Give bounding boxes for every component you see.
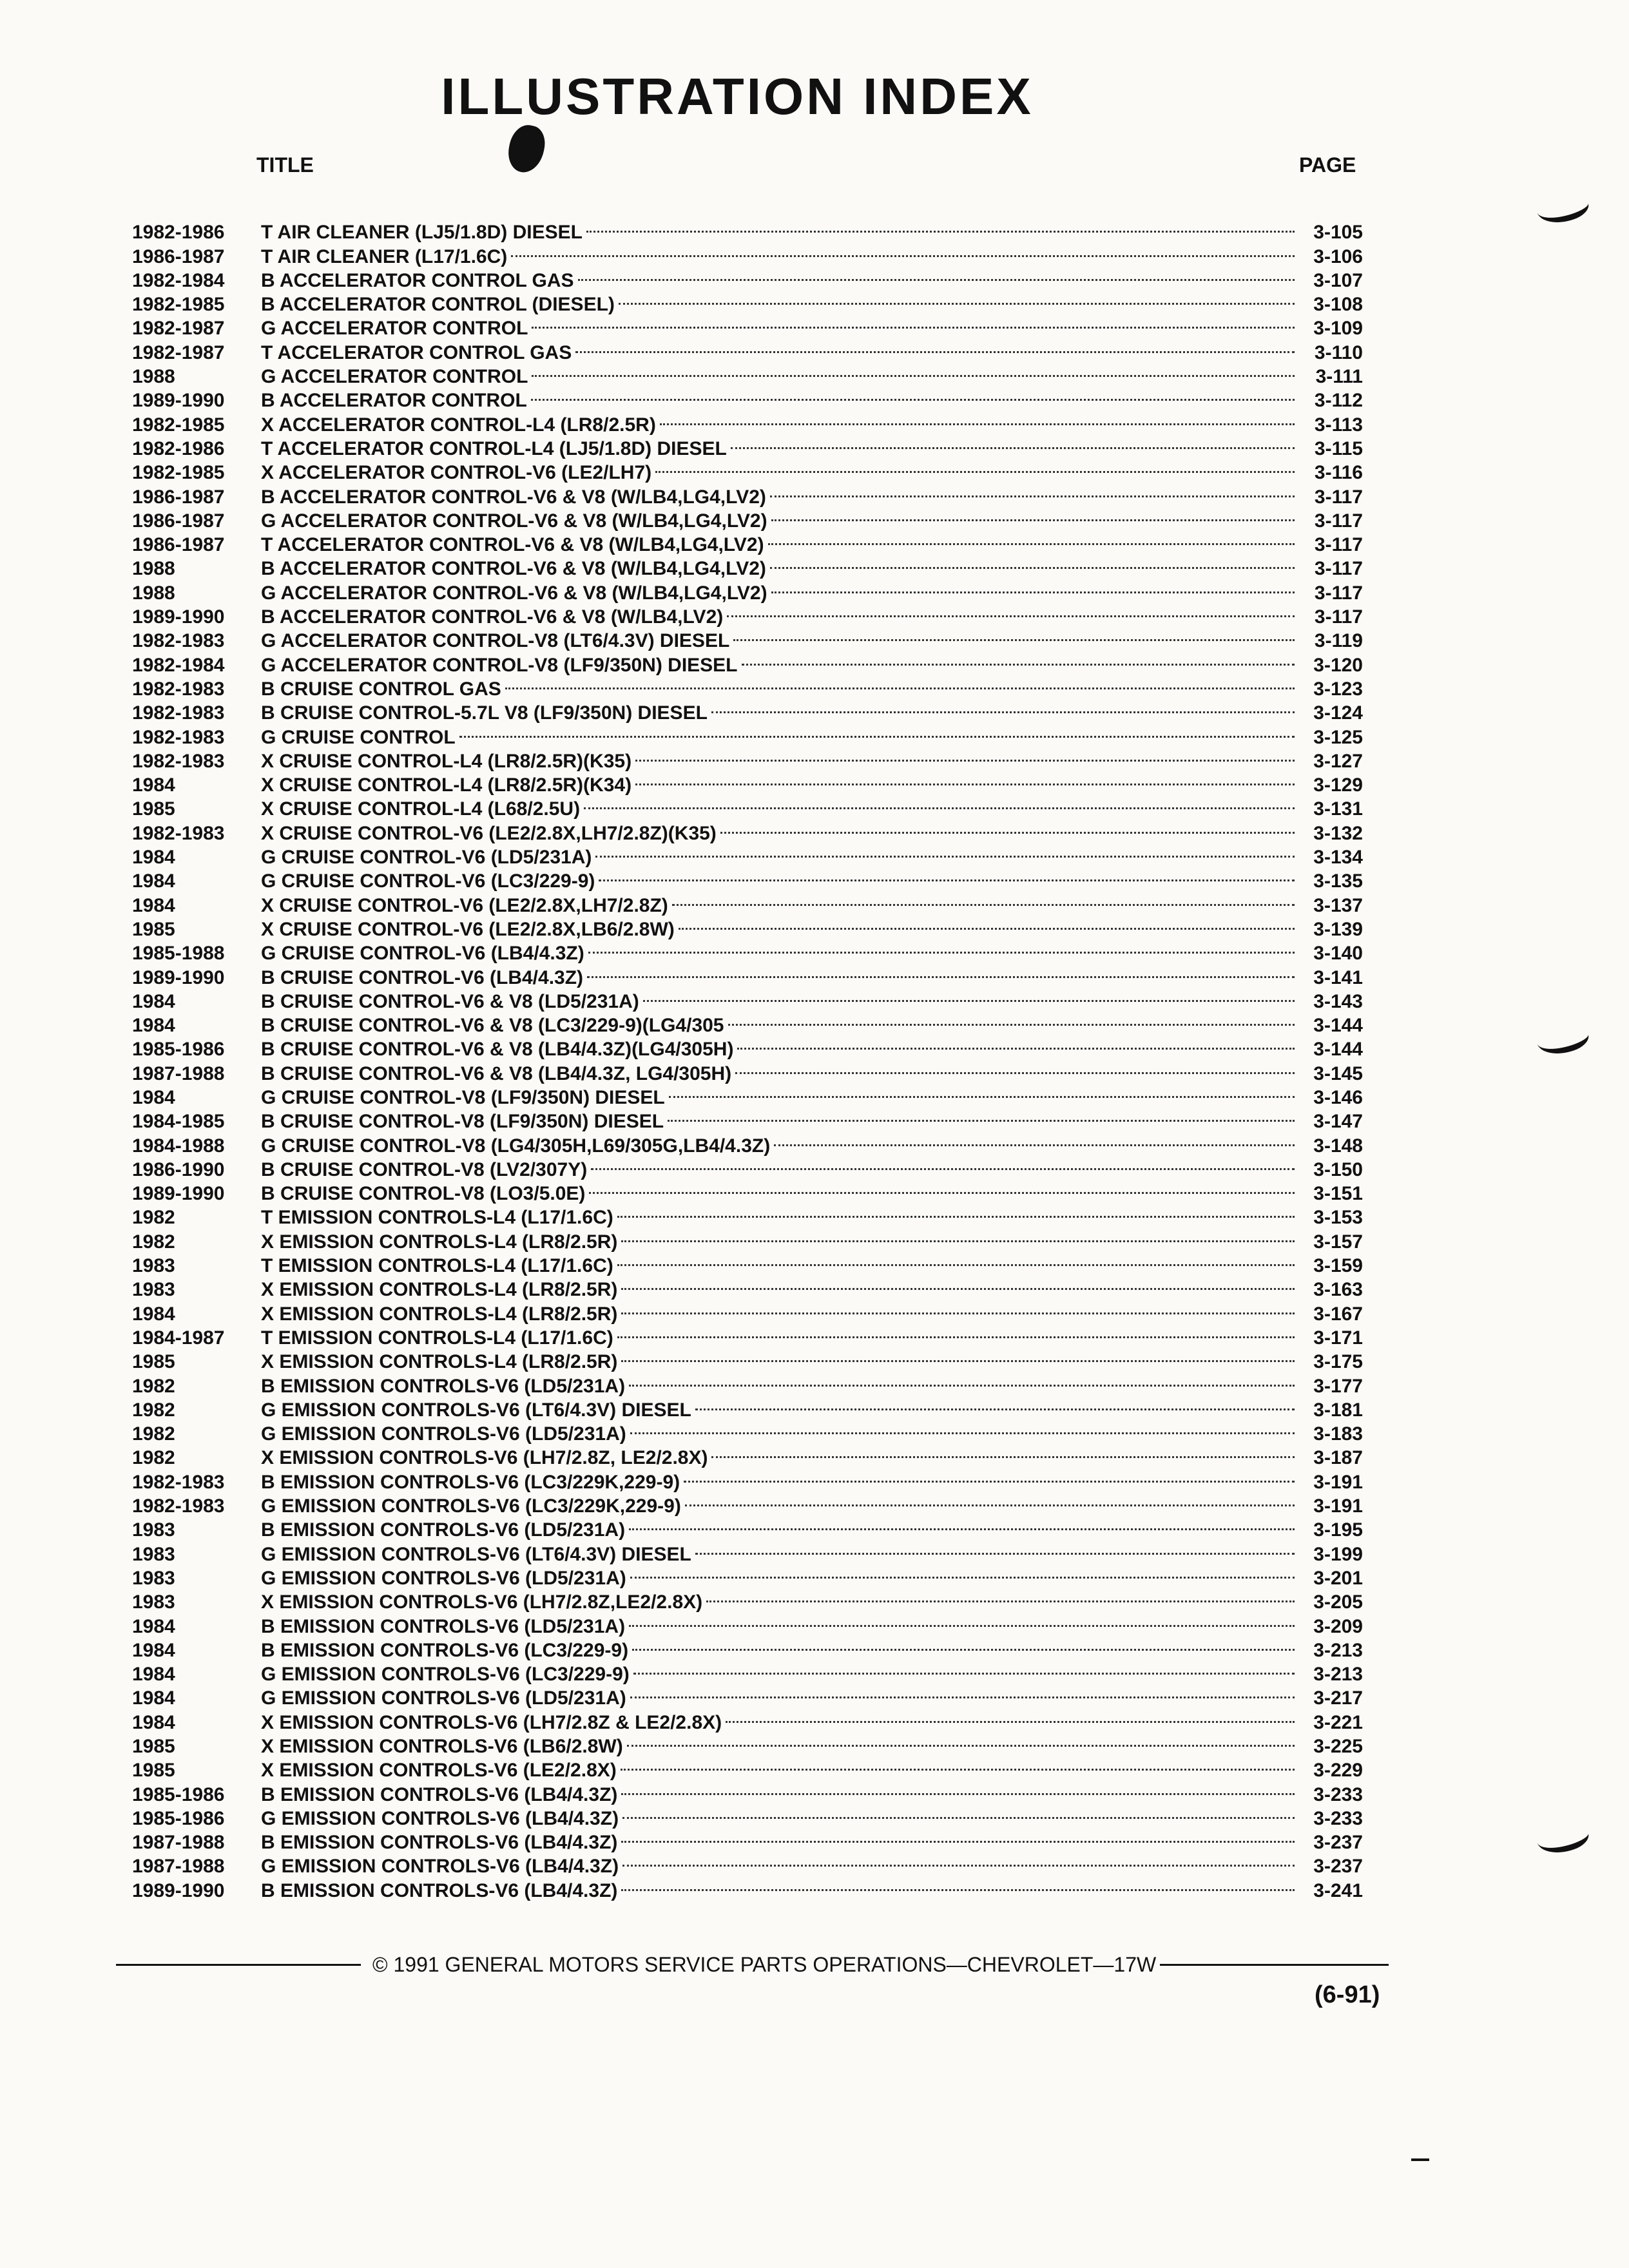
- entry-title: G CRUISE CONTROL-V8 (LG4/305H,L69/305G,LB4/4.3Z): [261, 1135, 771, 1157]
- entry-page: 3-191: [1313, 1495, 1363, 1517]
- entry-title: X CRUISE CONTROL-V6 (LE2/2.8X,LH7/2.8Z)(K35): [261, 822, 717, 844]
- entry-years: 1984: [132, 1639, 175, 1661]
- dot-leader: [595, 840, 1295, 863]
- dot-leader: [621, 1272, 1295, 1296]
- dot-leader: [633, 1657, 1295, 1680]
- dot-leader: [587, 959, 1295, 983]
- entry-years: 1984: [132, 1303, 175, 1325]
- dot-leader: [629, 1512, 1295, 1536]
- ink-blot: [505, 122, 548, 176]
- entry-page: 3-221: [1313, 1711, 1363, 1733]
- entry-page: 3-112: [1314, 390, 1363, 412]
- entry-page: 3-124: [1313, 702, 1363, 724]
- entry-title: X EMISSION CONTROLS-V6 (LH7/2.8Z,LE2/2.8X): [261, 1591, 703, 1613]
- dot-leader: [669, 1080, 1295, 1104]
- dot-leader: [621, 1825, 1295, 1849]
- entry-page: 3-113: [1314, 414, 1363, 436]
- entry-title: G EMISSION CONTROLS-V6 (LT6/4.3V) DIESEL: [261, 1399, 691, 1421]
- dot-leader: [630, 1561, 1295, 1584]
- dot-leader: [632, 1633, 1295, 1657]
- entry-title: X CRUISE CONTROL-L4 (LR8/2.5R)(K35): [261, 750, 632, 772]
- entry-page: 3-123: [1313, 678, 1363, 700]
- dot-leader: [635, 767, 1295, 791]
- entry-title: G EMISSION CONTROLS-V6 (LD5/231A): [261, 1687, 626, 1709]
- entry-page: 3-177: [1313, 1375, 1363, 1397]
- entry-title: G CRUISE CONTROL-V6 (LD5/231A): [261, 847, 592, 869]
- entry-title: T AIR CLEANER (LJ5/1.8D) DIESEL: [261, 222, 583, 244]
- dot-leader: [695, 1392, 1295, 1416]
- entry-title: B ACCELERATOR CONTROL-V6 & V8 (W/LB4,LG4,LV2): [261, 558, 766, 580]
- entry-page: 3-146: [1313, 1086, 1363, 1108]
- entry-page: 3-108: [1313, 294, 1363, 316]
- dot-leader: [737, 1032, 1295, 1055]
- entry-years: 1989-1990: [132, 966, 225, 988]
- dot-leader: [679, 912, 1295, 936]
- index-entry: [132, 215, 1363, 244]
- entry-page: 3-209: [1313, 1615, 1363, 1637]
- entry-years: 1982: [132, 1399, 175, 1421]
- entry-page: 3-141: [1313, 966, 1363, 988]
- entry-years: 1982-1984: [132, 269, 225, 291]
- dot-leader: [672, 887, 1295, 911]
- entry-page: 3-199: [1313, 1543, 1363, 1565]
- entry-years: 1984: [132, 1086, 175, 1108]
- entry-title: X ACCELERATOR CONTROL-L4 (LR8/2.5R): [261, 414, 656, 436]
- entry-years: 1984-1987: [132, 1327, 225, 1349]
- entry-title: X EMISSION CONTROLS-L4 (LR8/2.5R): [261, 1351, 618, 1373]
- dot-leader: [532, 311, 1295, 334]
- entry-years: 1989-1990: [132, 606, 225, 628]
- entry-title: G CRUISE CONTROL-V8 (LF9/350N) DIESEL: [261, 1086, 665, 1108]
- dot-leader: [770, 479, 1295, 503]
- entry-years: 1986-1987: [132, 510, 225, 532]
- dot-leader: [621, 1776, 1295, 1800]
- entry-years: 1984: [132, 1664, 175, 1686]
- entry-title: X EMISSION CONTROLS-V6 (LE2/2.8X): [261, 1760, 617, 1782]
- footer: [0, 1948, 1629, 1981]
- entry-years: 1983: [132, 1567, 175, 1589]
- entry-title: G ACCELERATOR CONTROL: [261, 366, 528, 388]
- entry-years: 1984: [132, 870, 175, 892]
- entry-title: G ACCELERATOR CONTROL-V8 (LT6/4.3V) DIESEL: [261, 630, 730, 652]
- dot-leader: [685, 1488, 1295, 1512]
- column-header-title: TITLE: [256, 153, 314, 177]
- page-title: ILLUSTRATION INDEX: [441, 68, 1034, 125]
- entry-title: B ACCELERATOR CONTROL (DIESEL): [261, 294, 615, 316]
- entry-page: 3-109: [1313, 318, 1363, 340]
- entry-page: 3-119: [1314, 630, 1363, 652]
- entry-title: B EMISSION CONTROLS-V6 (LD5/231A): [261, 1615, 626, 1637]
- dot-leader: [586, 215, 1295, 238]
- entry-years: 1982-1983: [132, 1495, 225, 1517]
- entry-years: 1985: [132, 918, 175, 940]
- dot-leader: [629, 1608, 1295, 1632]
- entry-page: 3-167: [1313, 1303, 1363, 1325]
- entry-title: X EMISSION CONTROLS-V6 (LH7/2.8Z & LE2/2.8X): [261, 1711, 722, 1733]
- entry-title: G EMISSION CONTROLS-V6 (LT6/4.3V) DIESEL: [261, 1543, 691, 1565]
- entry-title: B CRUISE CONTROL-V8 (LO3/5.0E): [261, 1183, 586, 1205]
- entry-years: 1982-1986: [132, 222, 225, 244]
- entry-years: 1985-1986: [132, 1039, 225, 1061]
- dot-leader: [591, 1152, 1295, 1176]
- entry-years: 1984: [132, 1711, 175, 1733]
- entry-years: 1988: [132, 558, 175, 580]
- entry-title: B EMISSION CONTROLS-V6 (LC3/229-9): [261, 1639, 629, 1661]
- entry-page: 3-117: [1314, 510, 1363, 532]
- entry-years: 1982: [132, 1423, 175, 1445]
- entry-page: 3-134: [1313, 847, 1363, 869]
- entry-title: X EMISSION CONTROLS-L4 (LR8/2.5R): [261, 1303, 618, 1325]
- entry-years: 1983: [132, 1279, 175, 1301]
- dot-leader: [617, 1200, 1295, 1224]
- entry-years: 1986-1987: [132, 534, 225, 556]
- entry-years: 1986-1990: [132, 1158, 225, 1180]
- entry-title: G CRUISE CONTROL: [261, 726, 456, 748]
- entry-years: 1989-1990: [132, 1879, 225, 1901]
- dot-leader: [771, 575, 1295, 599]
- entry-title: X EMISSION CONTROLS-L4 (LR8/2.5R): [261, 1231, 618, 1253]
- entry-years: 1987-1988: [132, 1832, 225, 1854]
- entry-page: 3-135: [1313, 870, 1363, 892]
- entry-title: T ACCELERATOR CONTROL-L4 (LJ5/1.8D) DIESEL: [261, 437, 727, 459]
- entry-page: 3-117: [1314, 534, 1363, 556]
- entry-title: X CRUISE CONTROL-V6 (LE2/2.8X,LH7/2.8Z): [261, 894, 668, 916]
- dot-leader: [727, 599, 1295, 623]
- entry-title: B ACCELERATOR CONTROL: [261, 390, 527, 412]
- binder-hole-mark: [1534, 1816, 1592, 1860]
- entry-page: 3-157: [1313, 1231, 1363, 1253]
- entry-title: B CRUISE CONTROL-V6 (LB4/4.3Z): [261, 966, 584, 988]
- dot-leader: [629, 1368, 1295, 1392]
- entry-page: 3-183: [1313, 1423, 1363, 1445]
- dot-leader: [742, 647, 1295, 671]
- entry-page: 3-120: [1313, 654, 1363, 676]
- entry-years: 1986-1987: [132, 486, 225, 508]
- dot-leader: [768, 527, 1295, 551]
- entry-years: 1982-1983: [132, 750, 225, 772]
- entry-years: 1982-1987: [132, 341, 225, 363]
- entry-years: 1982-1983: [132, 630, 225, 652]
- entry-page: 3-233: [1313, 1783, 1363, 1805]
- footer-rule-right: [1160, 1964, 1389, 1966]
- entry-page: 3-187: [1313, 1447, 1363, 1469]
- entry-page: 3-150: [1313, 1158, 1363, 1180]
- entry-page: 3-148: [1313, 1135, 1363, 1157]
- entry-page: 3-241: [1313, 1879, 1363, 1901]
- dot-leader: [531, 383, 1295, 407]
- entry-page: 3-111: [1315, 366, 1363, 388]
- entry-page: 3-144: [1313, 1015, 1363, 1037]
- entry-title: T ACCELERATOR CONTROL GAS: [261, 341, 572, 363]
- entry-page: 3-195: [1313, 1519, 1363, 1541]
- dot-leader: [575, 334, 1295, 358]
- dot-leader: [627, 1729, 1295, 1753]
- entry-page: 3-237: [1313, 1832, 1363, 1854]
- entry-title: T AIR CLEANER (L17/1.6C): [261, 245, 508, 267]
- entry-page: 3-147: [1313, 1111, 1363, 1133]
- entry-years: 1982-1985: [132, 462, 225, 484]
- dot-leader: [621, 1224, 1295, 1247]
- dot-leader: [621, 1344, 1295, 1368]
- entry-title: G CRUISE CONTROL-V6 (LC3/229-9): [261, 870, 595, 892]
- entry-page: 3-129: [1313, 774, 1363, 796]
- footer-rule-left: [116, 1964, 361, 1966]
- entry-years: 1982-1986: [132, 437, 225, 459]
- entry-title: G EMISSION CONTROLS-V6 (LD5/231A): [261, 1567, 626, 1589]
- entry-years: 1982-1984: [132, 654, 225, 676]
- entry-years: 1982-1987: [132, 318, 225, 340]
- scan-mark: [1411, 2158, 1429, 2161]
- entry-page: 3-116: [1314, 462, 1363, 484]
- dot-leader: [668, 1104, 1295, 1128]
- entry-title: X EMISSION CONTROLS-L4 (LR8/2.5R): [261, 1279, 618, 1301]
- entry-years: 1982-1985: [132, 414, 225, 436]
- entry-title: B CRUISE CONTROL-V8 (LF9/350N) DIESEL: [261, 1111, 664, 1133]
- dot-leader: [630, 1416, 1295, 1440]
- dot-leader: [459, 719, 1295, 743]
- entry-years: 1984: [132, 1015, 175, 1037]
- dot-leader: [695, 1536, 1295, 1560]
- dot-leader: [726, 1704, 1295, 1728]
- entry-page: 3-131: [1313, 798, 1363, 820]
- entry-title: X EMISSION CONTROLS-V6 (LB6/2.8W): [261, 1736, 623, 1757]
- entry-years: 1982-1983: [132, 702, 225, 724]
- column-header-page: PAGE: [1299, 153, 1356, 177]
- dot-leader: [599, 863, 1295, 887]
- entry-title: B EMISSION CONTROLS-V6 (LD5/231A): [261, 1519, 626, 1541]
- entry-years: 1987-1988: [132, 1062, 225, 1084]
- entry-title: G EMISSION CONTROLS-V6 (LC3/229-9): [261, 1664, 630, 1686]
- entry-page: 3-127: [1313, 750, 1363, 772]
- entry-page: 3-115: [1314, 437, 1363, 459]
- footer-copyright: © 1991 GENERAL MOTORS SERVICE PARTS OPERATIONS—CHEVROLET—17W: [372, 1953, 1157, 1976]
- dot-leader: [720, 815, 1295, 839]
- entry-title: X CRUISE CONTROL-V6 (LE2/2.8X,LB6/2.8W): [261, 918, 675, 940]
- dot-leader: [731, 431, 1295, 455]
- entry-years: 1983: [132, 1519, 175, 1541]
- entry-years: 1985: [132, 1736, 175, 1757]
- entry-page: 3-153: [1313, 1207, 1363, 1229]
- index-list: [132, 215, 1363, 1901]
- dot-leader: [711, 1440, 1295, 1464]
- dot-leader: [655, 455, 1295, 479]
- entry-years: 1985: [132, 798, 175, 820]
- entry-years: 1982: [132, 1231, 175, 1253]
- entry-years: 1984-1988: [132, 1135, 225, 1157]
- dot-leader: [588, 936, 1295, 959]
- entry-page: 3-117: [1314, 486, 1363, 508]
- entry-years: 1982: [132, 1447, 175, 1469]
- binder-hole-mark: [1534, 186, 1592, 230]
- entry-title: G ACCELERATOR CONTROL: [261, 318, 528, 340]
- entry-years: 1982-1983: [132, 726, 225, 748]
- entry-page: 3-201: [1313, 1567, 1363, 1589]
- dot-leader: [622, 1849, 1295, 1872]
- entry-years: 1985: [132, 1351, 175, 1373]
- entry-title: G CRUISE CONTROL-V6 (LB4/4.3Z): [261, 943, 584, 965]
- dot-leader: [643, 984, 1295, 1008]
- entry-title: B CRUISE CONTROL-V6 & V8 (LC3/229-9)(LG4/305: [261, 1015, 724, 1037]
- dot-leader: [619, 287, 1295, 311]
- entry-page: 3-117: [1314, 558, 1363, 580]
- entry-years: 1983: [132, 1591, 175, 1613]
- entry-title: B CRUISE CONTROL-5.7L V8 (LF9/350N) DIESEL: [261, 702, 708, 724]
- entry-years: 1982-1983: [132, 678, 225, 700]
- entry-page: 3-140: [1313, 943, 1363, 965]
- dot-leader: [578, 263, 1295, 287]
- entry-title: B CRUISE CONTROL-V6 & V8 (LB4/4.3Z)(LG4/305H): [261, 1039, 734, 1061]
- entry-title: B ACCELERATOR CONTROL-V6 & V8 (W/LB4,LV2): [261, 606, 724, 628]
- entry-years: 1984: [132, 774, 175, 796]
- entry-title: G ACCELERATOR CONTROL-V6 & V8 (W/LB4,LG4,LV2): [261, 510, 767, 532]
- dot-leader: [684, 1464, 1295, 1488]
- dot-leader: [505, 671, 1295, 695]
- entry-years: 1984-1985: [132, 1111, 225, 1133]
- entry-title: B EMISSION CONTROLS-V6 (LB4/4.3Z): [261, 1783, 618, 1805]
- entry-page: 3-229: [1313, 1760, 1363, 1782]
- entry-title: B EMISSION CONTROLS-V6 (LD5/231A): [261, 1375, 626, 1397]
- entry-years: 1982-1983: [132, 1471, 225, 1493]
- entry-years: 1984: [132, 894, 175, 916]
- entry-title: T EMISSION CONTROLS-L4 (L17/1.6C): [261, 1255, 613, 1277]
- entry-page: 3-125: [1313, 726, 1363, 748]
- entry-years: 1982: [132, 1375, 175, 1397]
- dot-leader: [584, 791, 1295, 815]
- entry-title: G ACCELERATOR CONTROL-V8 (LF9/350N) DIESEL: [261, 654, 738, 676]
- entry-title: T EMISSION CONTROLS-L4 (L17/1.6C): [261, 1327, 613, 1349]
- entry-years: 1983: [132, 1255, 175, 1277]
- dot-leader: [774, 1128, 1295, 1151]
- entry-years: 1982: [132, 1207, 175, 1229]
- entry-page: 3-213: [1313, 1664, 1363, 1686]
- entry-page: 3-171: [1313, 1327, 1363, 1349]
- entry-title: X CRUISE CONTROL-L4 (L68/2.5U): [261, 798, 581, 820]
- entry-years: 1982-1983: [132, 822, 225, 844]
- entry-page: 3-106: [1313, 245, 1363, 267]
- entry-page: 3-144: [1313, 1039, 1363, 1061]
- entry-page: 3-139: [1313, 918, 1363, 940]
- entry-title: B CRUISE CONTROL-V6 & V8 (LB4/4.3Z, LG4/305H): [261, 1062, 732, 1084]
- entry-years: 1984: [132, 847, 175, 869]
- entry-years: 1985-1988: [132, 943, 225, 965]
- dot-leader: [589, 1176, 1295, 1200]
- entry-title: X ACCELERATOR CONTROL-V6 (LE2/LH7): [261, 462, 652, 484]
- dot-leader: [621, 1753, 1295, 1776]
- entry-page: 3-110: [1314, 341, 1363, 363]
- entry-page: 3-143: [1313, 990, 1363, 1012]
- dot-leader: [706, 1584, 1295, 1608]
- entry-title: G EMISSION CONTROLS-V6 (LB4/4.3Z): [261, 1807, 619, 1829]
- dot-leader: [617, 1248, 1295, 1272]
- entry-page: 3-107: [1313, 269, 1363, 291]
- dot-leader: [622, 1801, 1295, 1825]
- entry-page: 3-237: [1313, 1856, 1363, 1878]
- entry-years: 1986-1987: [132, 245, 225, 267]
- entry-years: 1985-1986: [132, 1783, 225, 1805]
- entry-title: G ACCELERATOR CONTROL-V6 & V8 (W/LB4,LG4,LV2): [261, 582, 767, 604]
- entry-title: G EMISSION CONTROLS-V6 (LC3/229K,229-9): [261, 1495, 681, 1517]
- entry-years: 1985: [132, 1760, 175, 1782]
- dot-leader: [630, 1680, 1295, 1704]
- dot-leader: [660, 407, 1295, 430]
- entry-title: B EMISSION CONTROLS-V6 (LB4/4.3Z): [261, 1879, 618, 1901]
- entry-title: T EMISSION CONTROLS-L4 (L17/1.6C): [261, 1207, 613, 1229]
- dot-leader: [511, 238, 1295, 262]
- entry-title: G EMISSION CONTROLS-V6 (LB4/4.3Z): [261, 1856, 619, 1878]
- entry-years: 1983: [132, 1543, 175, 1565]
- dot-leader: [617, 1320, 1295, 1344]
- dot-leader: [711, 695, 1295, 719]
- entry-title: B CRUISE CONTROL-V6 & V8 (LD5/231A): [261, 990, 639, 1012]
- entry-years: 1988: [132, 582, 175, 604]
- entry-page: 3-137: [1313, 894, 1363, 916]
- entry-page: 3-105: [1313, 222, 1363, 244]
- dot-leader: [621, 1296, 1295, 1320]
- entry-page: 3-191: [1313, 1471, 1363, 1493]
- entry-page: 3-205: [1313, 1591, 1363, 1613]
- dot-leader: [735, 1055, 1295, 1079]
- entry-title: B ACCELERATOR CONTROL GAS: [261, 269, 574, 291]
- entry-title: B EMISSION CONTROLS-V6 (LC3/229K,229-9): [261, 1471, 680, 1493]
- entry-page: 3-159: [1313, 1255, 1363, 1277]
- entry-title: G EMISSION CONTROLS-V6 (LD5/231A): [261, 1423, 626, 1445]
- entry-page: 3-233: [1313, 1807, 1363, 1829]
- dot-leader: [621, 1872, 1295, 1896]
- entry-page: 3-225: [1313, 1736, 1363, 1757]
- entry-title: X CRUISE CONTROL-L4 (LR8/2.5R)(K34): [261, 774, 632, 796]
- dot-leader: [635, 744, 1295, 767]
- entry-page: 3-213: [1313, 1639, 1363, 1661]
- entry-years: 1987-1988: [132, 1856, 225, 1878]
- entry-title: X EMISSION CONTROLS-V6 (LH7/2.8Z, LE2/2.8X): [261, 1447, 708, 1469]
- entry-years: 1984: [132, 1615, 175, 1637]
- entry-page: 3-132: [1313, 822, 1363, 844]
- entry-years: 1984: [132, 1687, 175, 1709]
- entry-years: 1982-1985: [132, 294, 225, 316]
- entry-years: 1988: [132, 366, 175, 388]
- entry-page: 3-163: [1313, 1279, 1363, 1301]
- entry-page: 3-117: [1314, 582, 1363, 604]
- entry-page: 3-175: [1313, 1351, 1363, 1373]
- entry-page: 3-117: [1314, 606, 1363, 628]
- dot-leader: [728, 1008, 1295, 1032]
- entry-page: 3-151: [1313, 1183, 1363, 1205]
- entry-years: 1989-1990: [132, 390, 225, 412]
- entry-page: 3-181: [1313, 1399, 1363, 1421]
- entry-title: B CRUISE CONTROL-V8 (LV2/307Y): [261, 1158, 588, 1180]
- dot-leader: [532, 359, 1295, 383]
- entry-title: T ACCELERATOR CONTROL-V6 & V8 (W/LB4,LG4,LV2): [261, 534, 764, 556]
- entry-page: 3-145: [1313, 1062, 1363, 1084]
- entry-title: B ACCELERATOR CONTROL-V6 & V8 (W/LB4,LG4,LV2): [261, 486, 766, 508]
- dot-leader: [770, 551, 1295, 575]
- entry-page: 3-217: [1313, 1687, 1363, 1709]
- entry-title: B CRUISE CONTROL GAS: [261, 678, 501, 700]
- dot-leader: [733, 623, 1295, 647]
- binder-hole-mark: [1534, 1017, 1592, 1061]
- revision-date: (6-91): [1315, 1981, 1380, 2008]
- entry-years: 1984: [132, 990, 175, 1012]
- dot-leader: [771, 503, 1295, 527]
- entry-title: B EMISSION CONTROLS-V6 (LB4/4.3Z): [261, 1832, 618, 1854]
- entry-years: 1989-1990: [132, 1183, 225, 1205]
- entry-years: 1985-1986: [132, 1807, 225, 1829]
